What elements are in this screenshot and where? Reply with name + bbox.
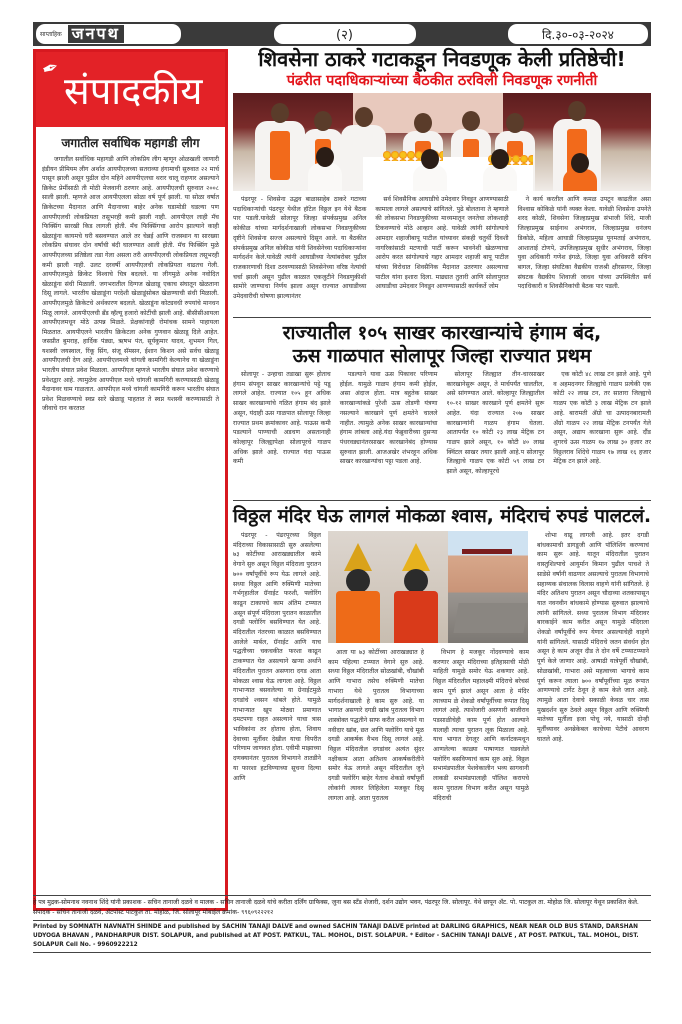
story-shivsena (233, 46, 651, 313)
story2-column (553, 370, 651, 496)
issue-date: दि.३०-०३-२०२४ (508, 24, 648, 44)
pen-nib-icon: ✒ (38, 53, 63, 83)
column-text: पंढरपूर - पंढरपूरच्या विठ्ठल मंदिराच्या विकासासाठी सुरु असलेल्या ७३ कोटींच्या आराखड्यातील कामे वेगाने सुरु असून विठ्ठल मंदिराला पुरातन ७०० वर्षांपूर्वीचे रूप येऊ लागले आहे. सध्या विठ्ठल आणि रुक्मिणी मातेच्या गर्भगृहातील ग्रॅनाईट फरशी, फ्लोरिंग काढून टाकायचे काम अंतिम टप्प्यात असून संपूर्ण मंदिराला पुरातन काळातील दगडी फ्लोरिंग बसविण्यात येत आहे. मंदिरातील नंतरच्या काळात बसविण्यात आलेले मार्बल, ग्रॅनाईट आणि याच पद्धतीच्या चकचकीत फरशा काढून टाकण्यात येत असल्याने खऱ्या अर्थाने मंदिरातील पुरातन असणारा दगड आता मोकळा श्वास घेऊ लागला आहे. विठ्ठल गाभाऱ्यात बसवलेल्या या ग्रेनाईटमुळे दगडांचे श्वसन थांबले होते. यामुळे गाभाऱ्यात खूप मोठ्या प्रमाणात दमटपणा राहत असल्याने याचा त्रास भाविकांना तर होताच होता, शिवाय देवाच्या मूर्तीवर देखील याचा विपरीत परिणाम जाणवत होता. एवीमी माझाच्या दणक्यानंतर पुरातत्व विभागाने तातडीने या फारशा हटविण्याच्या सूचना दिल्या आणि (233, 532, 321, 782)
imprint-marathi: हे पत्र मुद्रक-सोमनाथ नवनाथ शिंदे यांनी प्रकाशक - सचिन तानाजी दळवे व मालक - सचिन तानाजी दळवे यांचे करीता दर्लिंग ग्राफिक्स, जुना बस स्टँड शेजारी, दर्शन उद्योग भवन, पंढरपूर जि. सोलापूर. येथे छापून ॲट. पो. पाटकुल ता. मोहोळ जि. सोलापूर येथून प्रकाशित केले. संपादक - सचिन तानाजी दळवे, ॲटपोस्ट पाटकुल ता. मोहोळ, जि. सोलापूर मोबाईल क्रमांक- ९९६०९२२२१२ (33, 899, 639, 916)
story1-headline: शिवसेना ठाकरे गटाकडून निवडणूक केली प्रतिष्ठेची! (258, 47, 626, 71)
imprint-english: Printed by SOMNATH NAVNATH SHINDE and published by SACHIN TANAJI DALVE and owned SACHIN TANAJI DALVE printed at DARLING GRAPHICS, NEAR NEAR OLD BUS STAND, DARSHAN UDYOGA BHAVAN , PANDHARPUR DIST. SOLAPUR, and published at AT POST. PATKUL, TAL. MOHOL, DIST. SOLAPUR. * Editor - SACHIN TANAJI DALVE , AT POST. PATKUL, TAL. MOHOL, DIST. SOLAPUR Cell No. - 9960922212 (33, 924, 639, 948)
column-text: सर्व शिवसैनिक आघाडीचे उमेदवार निवडून आणण्यासाठी कामाला लागले असल्याचे सांगितले. पुढे बोलताना ते म्हणाले की लोकसभा निवडणुकीच्या माध्यमातून जनतेचा लोकशाही टिकवण्याचे मोठे आव्हान आहे. यावेळी त्यांनी सांगोल्याचे आमदार शहाजीबापू पाटील यांच्यावर संकही चतुर्थी दिवशी नागरिकांसाठी मटणाची पार्टी करून भावनेशी खेळण्याचा आरोप करत सांगोल्याचे गद्दार आमदार शहाजी बापू पाटील यांच्या विरोधात शिवसैनिक मैदानात उतरणार असल्याचा पाटील यांना इशारा दिला. माढ्यात तुतारी आणि सोलापुरात आघाडीचा उमेदवार निवडून आणण्यासाठी कार्यकर्ते जोम (375, 196, 509, 291)
paper-name-logo: जनपथ (68, 25, 124, 43)
column-text: ने कार्य करतील आणि कमळ उपटून काढतील असा विश्वास कोकिळे यांनी व्यक्त केला. यावेळी शिवसेना उपनेते शरद कोळी, शिवसेना जिल्हाप्रमुख संभाजी शिंदे, माजी जिल्हाप्रमुख साईनाथ अभंगराव, जिल्हाप्रमुख धनंजय डिकोळे, महिला आघाडी जिल्हाप्रमुख पूनमताई अभंगराव, आशाताई टोणपे, उपजिल्हाप्रमुख सुधीर अभंगराव, जिल्हा युवा अधिकारी गणेश इंगळे, जिल्हा युवा अधिकारी सचिन बागल, जिल्हा संघटिका वैद्यकीय राजश्री क्षीरसागर, जिल्हा संघटक वैद्यकीय शिवाजी जाधव यांच्या उपस्थितीत सर्व पदाधिकारी व शिवसैनिकांची बैठक पार पडली. (517, 196, 651, 291)
column-text: सोलापूर जिल्ह्यात तीन-चारसाखर कारखानेसुरू असून, ते मार्चपर्यंत चालतील, असे सांगण्यात आले. कोल्हापूर जिल्ह्यातील १०-१२ साखर कारखाने पूर्ण क्षमतेने सुरू आहेत. यंदा राज्यात २०७ साखर कारखान्यांनी गाळप हंगाम घेतला. आतापर्यंत १० कोटी २३ लाख मेट्रिक टन गाळप झाले असून, १० कोटी ४० लाख क्विंटल साखर तयार झाली आहे.प सोलापूर जिल्ह्याचे गाळप एक कोटी ५९ लाख टन झाले असून, कोल्हापूरचे (446, 371, 545, 476)
divider (33, 895, 651, 896)
divider (33, 920, 651, 921)
audience-person (483, 165, 517, 191)
audience-person (308, 163, 342, 191)
story3-headline: विठ्ठल मंदिर घेऊ लागलं मोकळा श्वास, मंदिराचं रुपडं पालटलं. (233, 506, 652, 527)
masthead (33, 22, 651, 46)
story1-columns (233, 195, 651, 313)
story3-column (433, 648, 529, 849)
column-text: सोलापूर - उन्हाचा तडाखा सुरू होताच हंगाम संपवून साखर कारखान्यांचे पट्टे पडू लागले आहेत. राज्यात १०५ हून अधिक साखर कारखान्यांचे गळित हंगाम बंद झाले असून, यंदाही ऊस गाळपात सोलापूर जिल्हा राज्यात प्रथम क्रमांकावर आहे. पाऊस कमी पडल्याने पाण्याची अडचण असतानाही कोल्हापूर जिल्ह्यापेक्षा सोलापूरचे गाळप अधिक झाले आहे. राज्यात यंदा पाऊस कमी (233, 371, 331, 466)
story2-column (447, 370, 545, 496)
story-vitthal-temple (233, 505, 651, 849)
story1-column (233, 195, 366, 313)
page-content (33, 46, 651, 916)
editorial-banner (36, 52, 225, 127)
story3-column (537, 531, 649, 849)
story2-column (233, 370, 331, 496)
audience-person (413, 165, 447, 191)
column-text: पडल्याने यावा ऊस पिकावर परिणाम होईल. यामुळे गाळप हंगाम कमी होईल, असा अंदाज होता. मात्र बहुतेक साखर कारखान्यांकडे पुरेशी ऊस तोडणी यंत्रणा नसल्याने कारखाने पूर्ण क्षमतेने चालले नाहीत. त्यामुळे अनेक साखर कारखान्यांचा हंगाम लांबला आहे.यंदा फेब्रुवारीच्या दुसऱ्या पंधरवड्यानंतरसाखर कारखानेबंद होण्यास सुरुवात झाली. आजअखेर शंभरहून अधिक साखर कारखान्यांचा पट्टा पडला आहे. (339, 371, 438, 466)
newspaper-page (33, 22, 651, 916)
idol-rukmini (390, 543, 442, 643)
story2-columns (233, 370, 651, 496)
audience-person (563, 169, 597, 191)
editorial-headline: जगातील सर्वाधिक महागडी लीग (36, 127, 225, 155)
photo-person (255, 121, 305, 191)
editorial-section-title: संपादकीय (64, 69, 203, 113)
story1-column (375, 195, 508, 313)
divider (33, 952, 651, 953)
editorial-box (33, 49, 228, 911)
column-text: पंढरपूर - शिवसेना उद्धव बाळासाहेब ठाकरे गटाच्या पदाधिकाऱ्यांची पंढरपूर येथील हॉटेल विठ्ठल इन येथे बैठक पार पडली.यावेळी सोलापूर जिल्हा संपर्कप्रमुख अनिल कोकीळ यांच्या मार्गदर्शनाखाली लोकसभा निवडणुकीच्या दृष्टीने शिवसेना सज्ज असल्याचे दिसून आले. या बैठकीत संपर्कप्रमुख अनिल कोकीळ यांनी शिवसेनेच्या पदाधिकाऱ्यांना मार्गदर्शन केले.यावेळी त्यांनी आघाडीच्या नेत्यांबरोबर पुढील राजकारणाची दिशा ठरवण्यासाठी शिवसेनेच्या वरिष्ठ नेत्यांची चर्चा झाली असून पुढील काळात एकजुटीने निवडणुकीशी सामोरे जाण्याचा निर्णय झाला असून राज्यात आघाडीच्या उमेदवारीची घोषणा झाल्यानंतर (233, 196, 367, 301)
story2-headline-line2: ऊस गाळपात सोलापूर जिल्हा राज्यात प्रथम (292, 345, 592, 367)
vitthal-rukmini-idols-photo (328, 531, 448, 643)
story3-body (233, 531, 651, 849)
imprint-footer (33, 893, 651, 955)
editorial-body: जगातील सर्वाधिक महागडी आणि लोकप्रिय लीग म्हणून ओळखली जाणारी इंडीयन प्रीमियम लीग अर्थात आयपीएलच्या सतराव्या हंगामाची सुरुवात २२ मार्च पासून झाली असून पुढील दोन महिने आयपीएलचा थरार चालू राहणार असल्याने क्रिकेट प्रेमींसाठी ती मोठी मेजवानी ठरणार आहे. आयपीएलची सुरुवात २००८ साली झाली. म्हणजे आज आयपीएलला सोळा वर्ष पूर्ण झाली. या सोळा वर्षात क्रिकेटच्या मैदानात आणि मैदानाच्या बाहेर अनेक घडामोडी घडल्या पण आयपीएलची लोकप्रियता तसूभरही कमी झाली नाही. आयपीएल लाही मॅच फिक्सिंग सारखी किड लागली होती. मॅच फिक्सिंगचा आरोप झाल्याने काही खेळाडूंना कायमचे घरी बसवण्यात आले तर चेन्नई आणि राजस्थान या सारख्या लोकप्रिय संघावर दोन वर्षांची बंदी घालण्यात आली होती. मॅच फिक्सिंग मुळे आयपीएलच्या प्रतिष्ठेला तडा गेला असला तरी आयपीएलची लोकप्रियता तसूभरही कमी झाली नाही. उलट दरवर्षी आयपीएलची लोकप्रियता वाढतच गेली. आयपीएलमुळे क्रिकेट विश्वाचे चित्र बदलले. या लीगमुळे अनेक नवोदित खेळाडूंना संधी मिळाली. जगभरातील दिग्गज खेळाडू एकाच संघातून खेळताना दिसू लागले. भारतीय खेळाडूंना परदेशी खेळाडूंसोबत खेळण्याची संधी मिळाली. आयपीएलमुळे क्रिकेटचे अर्थकारण बदलले. खेळाडूंना कोट्यवधी रुपयांचे मानधन मिळू लागले. आयपीएलची ब्रँड व्हॅल्यू हजारो कोटींची झाली आहे. बीसीसीआयला आयपीएलमधून मोठे उत्पन्न मिळते. प्रेक्षकांनाही रोमांचक सामने पाहायला मिळतात. आयपीएलने भारतीय क्रिकेटला अनेक गुणवान खेळाडू दिले आहेत. जसप्रीत बुमराह, हार्दिक पंड्या, ऋषभ पंत, सूर्यकुमार यादव, शुभमन गिल, यशस्वी जयस्वाल, रिंकू सिंग, संजू सॅमसन, ईशान किशन असे सर्वच खेळाडू आयपीएलची देण आहे. आयपीएलमध्ये चांगली कामगिरी केल्यानेच या खेळाडूंना भारतीय संघात प्रवेश मिळाला. आयपीएल म्हणजे भारतीय संघात प्रवेश करण्याचे प्रवेशद्वार आहे. त्यामुळेच आयपीएल मध्ये चांगली कामगिरी करण्यासाठी खेळाडू मैदानावर घाम गाळतात. आयपीएल मध्ये चांगली कामगिरी करून भारतीय संघात प्रवेश मिळवण्याचे स्वप्न सारे खेळाडू पाहतात ते स्वप्न यशस्वी करण्यासाठी ते जीवाचे रान करतात (42, 156, 219, 413)
story2-headline-line1: राज्यातील १०५ साखर कारखान्यांचे हंगाम बंद, (282, 322, 602, 344)
stone-slab (453, 603, 528, 633)
column-text: आता या ७३ कोटींच्या आराखड्यात हे काम पहिल्या टप्प्यात वेगाने सुरु आहे. सध्या विठ्ठल मंदिरातील सोळखांबी, चौखांबी आणि गाभारा तसेच रुक्मिणी मातेचा गाभारा येथे पुरातत्व विभागाच्या मार्गदर्शनाखाली हे काम सुरु आहे. या भागात असणारे दगडी खांब पुरातत्व विभाग शास्त्रोक्त पद्धतीने साफ करीत असल्याने या नवीदार खांब, छत आणि फ्लोरिंग याचे मूळ दगडी आकर्षक वैभव दिसू लागलं आहे. विठ्ठल मंदिरातील दगडांवर अत्यंत सुंदर नक्षीकाम आता अतिशय आकर्षकरीतीने समोर येऊ लागले असून मंदिरातील जुने दगडी फ्लोरिंग बाहेर येताच शेकडो वर्षांपूर्वी लोकांनी त्यावर लिहिलेला मजकूर दिसू लागला आहे. आता पुरातत्व (328, 649, 424, 802)
story3-column (233, 531, 321, 849)
column-text: एक कोटी ४८ लाख टन झाले आहे. पुणे व अहमदनगर जिल्ह्यांचे गाळप प्रत्येकी एक कोटी २२ लाख टन, तर सातारा जिल्ह्याचे गाळप एक कोटी ३ लाख मेट्रिक टन झाले आहे. बारामती ॲग्रो चा उत्पादनबारामती ॲग्रो गाळप २२ लाख मेट्रिक टनपर्यंत गेले असून, अद्याप कारखाना सुरू आहे. दौंड शुगरचे ऊस गाळप १७ लाख ३० हजार तर विठ्ठलराव शिंदेचे गाळप १७ लाख १६ हजार मेट्रिक टन झाले आहे. (553, 371, 651, 466)
idol-vitthal (332, 543, 384, 643)
story-sugar-factories (233, 322, 651, 496)
masthead-brand (36, 24, 181, 44)
page-number: (२) (274, 24, 416, 44)
divider (233, 500, 651, 501)
temple-renovation-photo (448, 531, 528, 643)
story3-column (328, 648, 424, 849)
meeting-photo (233, 93, 651, 191)
story1-subheadline: पंढरीत पदाधिकाऱ्यांच्या बैठकीत ठरविली निवडणूक रणनीती (286, 73, 598, 89)
main-stories (233, 46, 651, 849)
divider (233, 317, 651, 318)
temple-sign (462, 549, 512, 554)
column-text: शोभा वाढू लागली आहे. इतर दगडी बांधकामाची डागडूजी आणि पॉलिशिंग करण्याचं काम सुरू आहे. यातून मंदिरातील पुरातन वास्तुशिल्पाचे आयुर्मान किमान पुढील पाचशे ते साडेसे वर्षांनी वाढणार असल्याचे पुरातत्व विभागाचे सहाय्यक संचालक विलास वाहणे यांनी सांगितले. हे मंदिर अतिशय पुरातन असून चौदाव्या शतकापासून यात नवनवीन बांधकामे होण्यास सुरुवात झाल्याचे त्यांनी सांगितले. सध्या पुरातत्व विभाग मंदिरावर बारकाईने काम करीत असून यामुळे मंदिराला शेकडो वर्षांपूर्वीचे रूप येणार असल्याचेही वाहणे यांनी सांगितले. यासाठी मंदिराचे जतन संवर्धन होत असून हे काम अजून दीड ते दोन वर्षे टप्प्याटप्प्याने पूर्ण केले जाणार आहे. आषाढी यात्रेपूर्वी चौखांबी, सोळखांबी, गाभारा असे महत्वाच्या भागाचे काम पूर्ण करून त्याला ७०० वर्षांपूर्वीच्या मूळ रूपात आणण्याचे टार्गेट ठेवून हे काम केले जात आहे. त्यामुळे आता देवाचे सकाळी केवळ चार तास मुखदर्शन सुरु ठेवले असून विठ्ठल आणि रुक्मिणी मातेच्या मूर्तीला इजा पोचू नये, यासाठी दोन्ही मूर्तींच्यावर अनब्रेकेबल काचेच्या पेटीचे आवरण घातले आहे. (537, 532, 649, 743)
story2-column (340, 370, 438, 496)
weekly-label: साप्ताहिक (40, 31, 62, 38)
story1-column (518, 195, 651, 313)
column-text: विभाग हे मजकूर नोंदवण्याचे काम करणार असून मंदिराच्या इतिहासाची मोठी माहिती यामुळे समोर येऊ शकणार आहे. विठ्ठल मंदिरातील महालक्ष्मी मंदिराचे बरेचसं काम पूर्ण झालं असून आता हे मंदिर त्याच्याम ळे शेकडो वर्षांपूर्वीच्या रूपात दिसू लागलं आहे. त्याशेजारी असणारी बाजीराव पडसाळीचेही काम पूर्ण होत आल्याने यालाही त्याचा पुरातन लूक मिळाला आहे. याच भागात देगलूर आणि कर्नाटकमधून आणलेल्या काळ्या पाषाणात घडवलेले फ्लोरिंग बसविण्याचं काम सुरु आहे. विठ्ठल सभामंडपातील पेशवेकालीन भव्य सागवानी लाकडी सभामंडपालाही पॉलिश करायचे काम पुरातत्व विभाग करीत असून यामुळे मंदिराची (433, 649, 529, 802)
